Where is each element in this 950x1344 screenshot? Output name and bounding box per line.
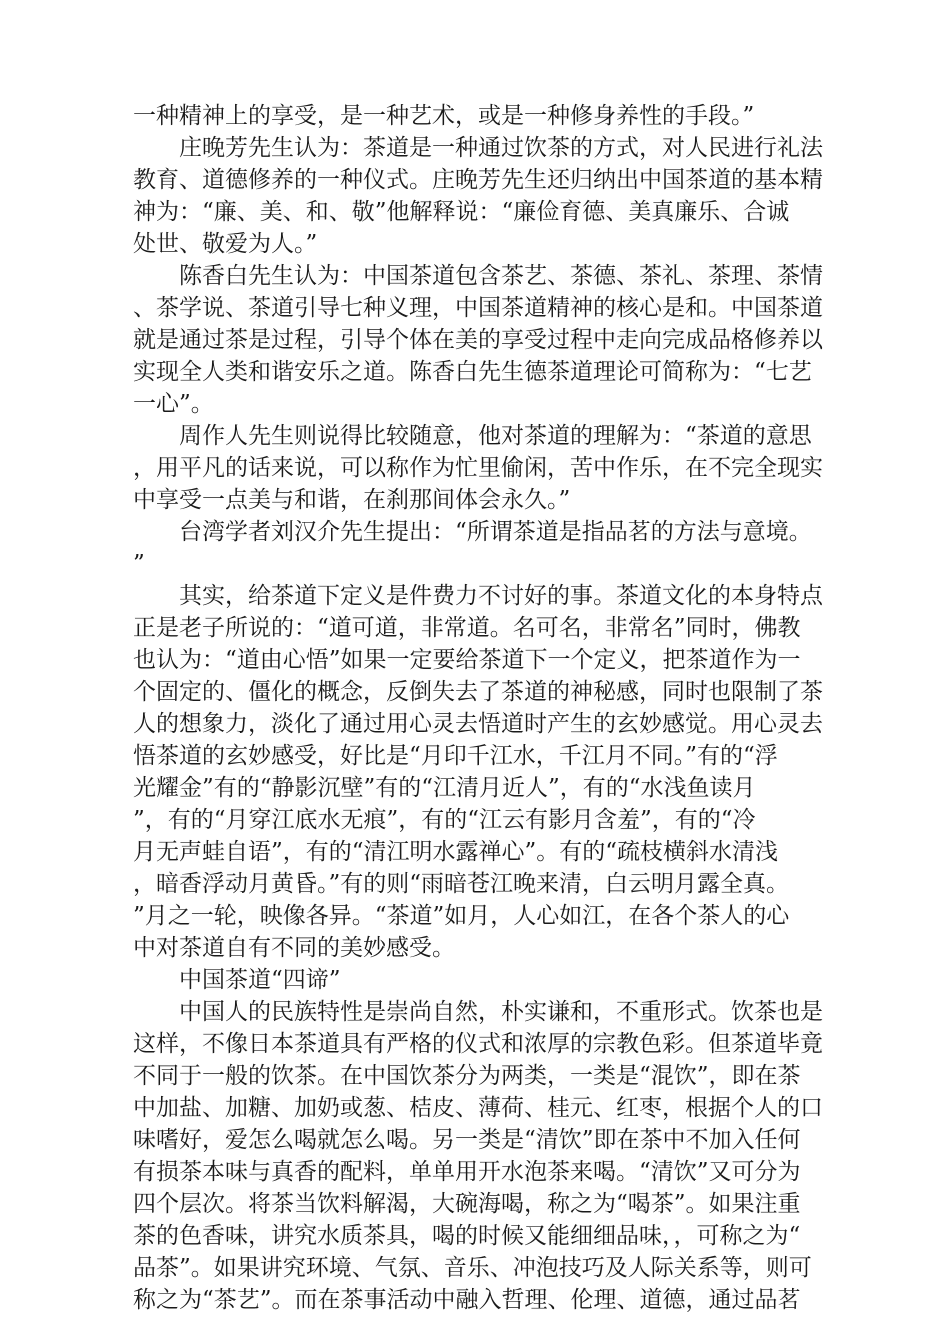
text-line: 四个层次。将茶当饮料解渴，大碗海喝，称之为“喝茶”。如果注重 <box>133 1191 801 1217</box>
text-line: 教育、道德修养的一种仪式。庄晚芳先生还归纳出中国茶道的基本精 <box>133 167 823 193</box>
body-text <box>133 100 833 1316</box>
text-line: 一心”。 <box>133 391 214 417</box>
text-line: ，用平凡的话来说，可以称作为忙里偷闲，苦中作乐，在不完全现实 <box>133 455 823 481</box>
text-line: 茶的色香味，讲究水质茶具，喝的时候又能细细品味，，可称之为“ <box>133 1223 801 1249</box>
text-line: 一种精神上的享受，是一种艺术，或是一种修身养性的手段。” <box>133 103 755 129</box>
text-line: 人的想象力，淡化了通过用心灵去悟道时产生的玄妙感觉。用心灵去 <box>133 711 823 737</box>
text-line: 处世、敬爱为人。” <box>133 231 318 257</box>
text-line: 有损茶本味与真香的配料，单单用开水泡茶来喝。“清饮”又可分为 <box>133 1159 801 1185</box>
text-line: 悟茶道的玄妙感受，好比是“月印千江水，千江月不同。”有的“浮 <box>133 743 778 769</box>
text-line: 正是老子所说的：“道可道，非常道。名可名，非常名”同时，佛教 <box>133 615 801 641</box>
text-line: 神为：“廉、美、和、敬”他解释说：“廉俭育德、美真廉乐、合诚 <box>133 199 790 225</box>
text-line: 庄晚芳先生认为：茶道是一种通过饮茶的方式，对人民进行礼法 <box>179 135 823 161</box>
text-line: 周作人先生则说得比较随意，他对茶道的理解为：“茶道的意思 <box>179 423 812 449</box>
text-line: 中加盐、加糖、加奶或葱、桔皮、薄荷、桂元、红枣，根据个人的口 <box>133 1095 823 1121</box>
text-line: 实现全人类和谐安乐之道。陈香白先生德茶道理论可简称为：“七艺 <box>133 359 812 385</box>
text-line: 中国人的民族特性是崇尚自然，朴实谦和，不重形式。饮茶也是 <box>179 999 823 1025</box>
text-line: 其实，给茶道下定义是件费力不讨好的事。茶道文化的本身特点 <box>179 583 823 609</box>
text-line: 味嗜好，爱怎么喝就怎么喝。另一类是“清饮”即在茶中不加入任何 <box>133 1127 801 1153</box>
text-line: 光耀金”有的“静影沉壁”有的“江清月近人”，有的“水浅鱼读月 <box>133 775 756 801</box>
text-line: ” <box>133 551 145 577</box>
text-line: 中享受一点美与和谐，在刹那间体会永久。” <box>133 487 571 513</box>
text-line: ”，有的“月穿江底水无痕”，有的“江云有影月含羞”，有的“冷 <box>133 807 756 833</box>
text-line: 也认为：“道由心悟”如果一定要给茶道下一个定义，把茶道作为一 <box>133 647 801 673</box>
text-line: 这样，不像日本茶道具有严格的仪式和浓厚的宗教色彩。但茶道毕竟 <box>133 1031 823 1057</box>
text-line: ，暗香浮动月黄昏。”有的则“雨暗苍江晚来清，白云明月露全真。 <box>133 871 790 897</box>
text-line: 台湾学者刘汉介先生提出：“所谓茶道是指品茗的方法与意境。 <box>179 519 812 545</box>
text-line: 称之为“茶艺”。而在茶事活动中融入哲理、伦理、道德，通过品茗 <box>133 1287 801 1313</box>
text-line: 陈香白先生认为：中国茶道包含茶艺、茶德、茶礼、茶理、茶情 <box>179 263 823 289</box>
text-line: 不同于一般的饮茶。在中国饮茶分为两类，一类是“混饮”，即在茶 <box>133 1063 801 1089</box>
text-line: 就是通过茶是过程，引导个体在美的享受过程中走向完成品格修养以 <box>133 327 823 353</box>
text-line: 月无声蛙自语”，有的“清江明水露禅心”。有的“疏枝横斜水清浅 <box>133 839 779 865</box>
text-line: 中对茶道自有不同的美妙感受。 <box>133 935 455 961</box>
text-line: ”月之一轮，映像各异。“茶道”如月，人心如江，在各个茶人的心 <box>133 903 790 929</box>
text-line: 个固定的、僵化的概念，反倒失去了茶道的神秘感，同时也限制了茶 <box>133 679 823 705</box>
text-line: 、茶学说、茶道引导七种义理，中国茶道精神的核心是和。中国茶道 <box>133 295 823 321</box>
section-heading: 中国茶道“四谛” <box>179 967 341 993</box>
text-line: 品茶”。如果讲究环境、气氛、音乐、冲泡技巧及人际关系等，则可 <box>133 1255 812 1281</box>
